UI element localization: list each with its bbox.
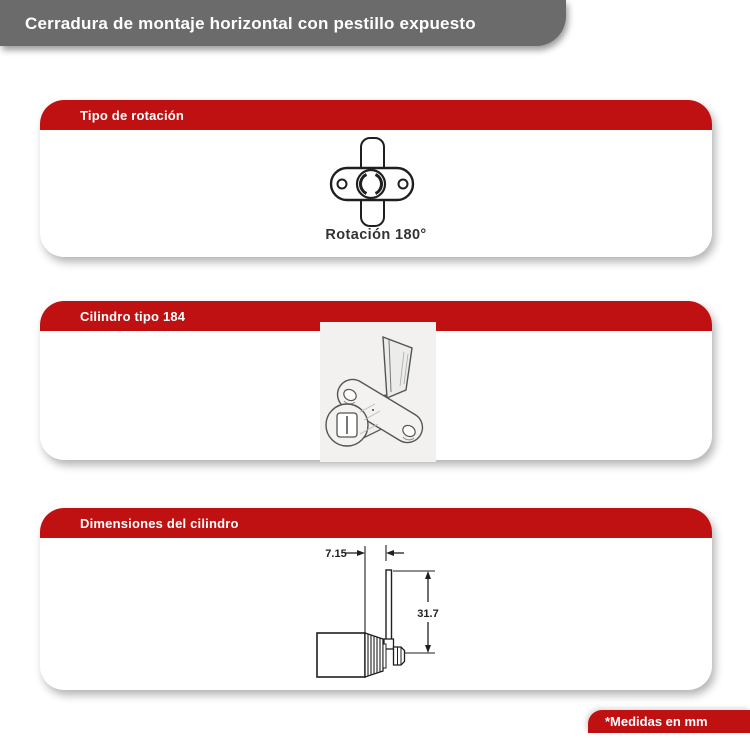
cylinder-dimensioned-side-view-drawing bbox=[288, 538, 448, 688]
units-note: *Medidas en mm bbox=[605, 714, 708, 729]
rotation-caption: Rotación 180° bbox=[325, 227, 427, 243]
page-title: Cerradura de montaje horizontal con pestillo expuesto bbox=[25, 14, 476, 33]
section-title: Dimensiones del cilindro bbox=[80, 516, 239, 531]
section-card-cylinder-dimensions bbox=[40, 508, 712, 690]
cylinder-lock-perspective-drawing bbox=[320, 322, 436, 462]
dimension-width-label: 7.15 bbox=[325, 548, 347, 560]
section-header bbox=[40, 100, 712, 130]
section-header bbox=[40, 508, 712, 538]
section-card-cylinder-type bbox=[40, 301, 712, 460]
units-note-banner bbox=[588, 710, 750, 733]
page-title-banner bbox=[0, 0, 566, 46]
section-title: Cilindro tipo 184 bbox=[80, 309, 186, 324]
dimension-height-label: 31.7 bbox=[417, 608, 439, 620]
section-title: Tipo de rotación bbox=[80, 108, 185, 123]
section-card-rotation-type bbox=[40, 100, 712, 257]
